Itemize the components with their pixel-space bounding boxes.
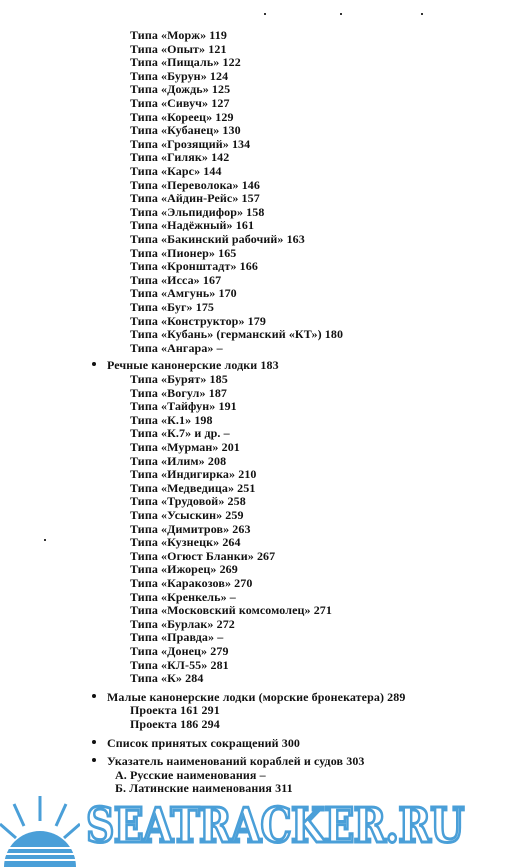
toc-entry: Типа «Ижорец» 269 bbox=[130, 562, 238, 577]
toc-entry: Типа «Пионер» 165 bbox=[130, 245, 237, 260]
toc-entry: Типа «Дождь» 125 bbox=[130, 82, 231, 97]
toc-entry: Типа «Мурман» 201 bbox=[130, 440, 240, 454]
sun-logo-icon bbox=[0, 796, 80, 867]
toc-entry: Типа «Кренкель» – bbox=[130, 589, 236, 604]
toc-section: Указатель наименований кораблей и судов 303 bbox=[107, 754, 365, 769]
bullet-icon bbox=[92, 362, 96, 366]
toc-entry: Типа «Тайфун» 191 bbox=[130, 399, 237, 414]
toc-entry: Типа «Амгунь» 170 bbox=[130, 286, 237, 301]
toc-section: Речные канонерские лодки 183 bbox=[107, 358, 279, 373]
toc-section: Малые канонерские лодки (морские бронекатера) 289 bbox=[107, 689, 406, 704]
toc-entry: Типа «Индигирка» 210 bbox=[130, 467, 257, 482]
toc-entry: Типа «Кубань» (германский «КТ») 180 bbox=[130, 327, 344, 342]
toc-entry: Типа «Илим» 208 bbox=[130, 453, 227, 468]
print-speck bbox=[421, 13, 423, 15]
toc-entry: Типа «К.7» и др. – bbox=[130, 426, 230, 441]
toc-entry: Типа «Буг» 175 bbox=[130, 300, 215, 314]
toc-entry: Типа «Бурят» 185 bbox=[130, 372, 228, 386]
toc-entry: Проекта 161 291 bbox=[130, 703, 220, 718]
toc-entry: Типа «Каракозов» 270 bbox=[130, 576, 253, 590]
toc-entry: Типа «Усыскин» 259 bbox=[130, 508, 244, 522]
watermark bbox=[0, 796, 506, 867]
toc-entry: Типа «Димитров» 263 bbox=[130, 521, 251, 536]
bullet-icon bbox=[92, 758, 96, 762]
toc-entry: А. Русские наименования – bbox=[115, 767, 266, 782]
toc-entry: Типа «К.1» 198 bbox=[130, 412, 213, 427]
toc-entry: Типа «Карс» 144 bbox=[130, 164, 222, 178]
toc-entry: Типа «Конструктор» 179 bbox=[130, 313, 266, 328]
toc-entry: Типа «Бурун» 124 bbox=[130, 68, 229, 83]
toc-entry: Типа «Айдин-Рейс» 157 bbox=[130, 191, 260, 206]
toc-entry: Типа «Кубанец» 130 bbox=[130, 123, 241, 138]
toc-entry: Типа «Бурлак» 272 bbox=[130, 616, 235, 631]
toc-entry: Типа «Правда» – bbox=[130, 630, 224, 645]
toc-section: Список принятых сокращений 300 bbox=[107, 735, 301, 750]
toc-entry: Б. Латинские наименования 311 bbox=[115, 781, 293, 796]
watermark-text: SEATRACKER.RU bbox=[86, 798, 464, 854]
toc-entry: Типа «Морж» 119 bbox=[130, 28, 227, 42]
toc-entry: Типа «Трудовой» 258 bbox=[130, 494, 246, 509]
toc-entry: Типа «К» 284 bbox=[130, 671, 204, 686]
toc-entry: Типа «Пищаль» 122 bbox=[130, 55, 241, 70]
print-speck bbox=[44, 539, 46, 541]
bullet-icon bbox=[92, 694, 96, 698]
toc-entry: Типа «Эльпидифор» 158 bbox=[130, 204, 265, 219]
toc-entry: Типа «Кореец» 129 bbox=[130, 109, 234, 124]
print-speck bbox=[340, 13, 342, 15]
print-speck bbox=[264, 13, 266, 15]
toc-entry: Типа «Сивуч» 127 bbox=[130, 96, 230, 110]
toc-entry: Типа «Огюст Бланки» 267 bbox=[130, 548, 276, 563]
toc-entry: Типа «Бакинский рабочий» 163 bbox=[130, 232, 305, 246]
toc-entry: Типа «Опыт» 121 bbox=[130, 41, 227, 56]
toc-entry: Типа «КЛ-55» 281 bbox=[130, 657, 229, 672]
toc-entry: Типа «Переволока» 146 bbox=[130, 177, 260, 192]
toc-entry: Типа «Грозящий» 134 bbox=[130, 136, 251, 151]
bullet-icon bbox=[92, 740, 96, 744]
toc-entry: Типа «Исса» 167 bbox=[130, 272, 222, 287]
toc-entry: Проекта 186 294 bbox=[130, 717, 220, 731]
toc-entry: Типа «Московский комсомолец» 271 bbox=[130, 603, 333, 618]
toc-entry: Типа «Надёжный» 161 bbox=[130, 218, 255, 233]
toc-entry: Типа «Кузнецк» 264 bbox=[130, 535, 241, 550]
toc-entry: Типа «Медведица» 251 bbox=[130, 480, 256, 495]
toc-entry: Типа «Ангара» – bbox=[130, 340, 223, 355]
toc-entry: Типа «Вогул» 187 bbox=[130, 385, 228, 400]
toc-entry: Типа «Кронштадт» 166 bbox=[130, 259, 258, 274]
toc-entry: Типа «Гиляк» 142 bbox=[130, 150, 230, 165]
toc-entry: Типа «Донец» 279 bbox=[130, 644, 229, 658]
